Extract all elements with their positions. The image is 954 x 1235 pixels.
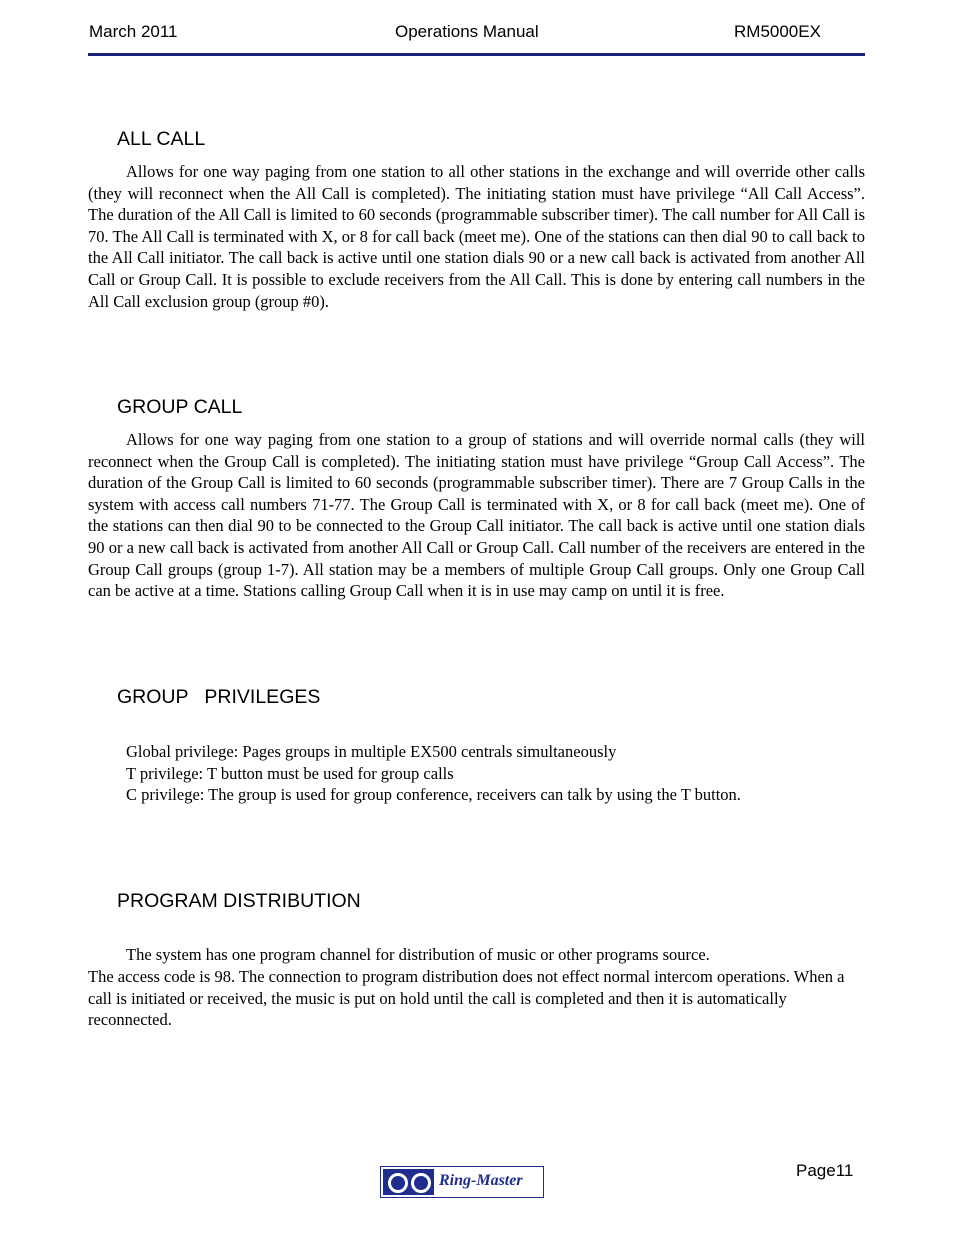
section-title-program-distribution: PROGRAM DISTRIBUTION <box>117 890 361 912</box>
privilege-item-c: C privilege: The group is used for group conference, receivers can talk by using the T button. <box>126 785 741 805</box>
privilege-item-t: T privilege: T button must be used for group calls <box>126 763 454 783</box>
header-title: Operations Manual <box>395 22 539 41</box>
header-date: March 2011 <box>89 22 178 41</box>
section-title-group-privileges: GROUP PRIVILEGES <box>117 686 321 708</box>
ring-master-logo <box>380 1166 544 1198</box>
page-number: Page11 <box>796 1161 854 1180</box>
logo-rings-icon <box>383 1169 434 1195</box>
privileges-list <box>126 741 741 806</box>
section-title-group-call: GROUP CALL <box>117 396 243 418</box>
group-call-paragraph: Allows for one way paging from one station to a group of stations and will override normal calls (they will reconnect when the Group Call is completed). The initiating station must have privilege “Group Call Access”. The duration of the Group Call is limited to 60 seconds (programmable subscriber timer). There are 7 Group Calls in the system with access call numbers 71-77. The Group Call is terminated with X, or 8 for call back (meet me). One of the stations can then dial 90 to be connected to the Group Call initiator. The call back is active until one station dials 90 or a new call back is activated from another All Call or Group Call. Call number of the receivers are entered in the Group Call groups (group 1-7). All station may be a members of multiple Group Call groups. Only one Group Call can be active at a time. Stations calling Group Call when it is in use may camp on until it is free. <box>88 430 865 601</box>
all-call-paragraph: Allows for one way paging from one station to all other stations in the exchange and will override other calls (they will reconnect when the All Call is completed). The initiating station must have privilege “All Call Access”. The duration of the All Call is limited to 60 seconds (programmable subscriber timer). The call number for All Call is 70. The All Call is terminated with X, or 8 for call back (meet me). One of the stations can then dial 90 to call back to the All Call initiator. The call back is active until one station dials 90 or a new call back is activated from another All Call or Group Call. It is possible to exclude receivers from the All Call. This is done by entering call numbers in the All Call exclusion group (group #0). <box>88 162 865 311</box>
section-title-all-call: ALL CALL <box>117 128 206 150</box>
logo-text: Ring-Master <box>439 1172 523 1189</box>
privilege-item-global: Global privilege: Pages groups in multiple EX500 centrals simultaneously <box>126 742 617 761</box>
program-distribution-first-line: The system has one program channel for distribution of music or other programs source. <box>126 945 710 964</box>
program-distribution-paragraph: The access code is 98. The connection to program distribution does not effect normal intercom operations. When a call is initiated or received, the music is put on hold until the call is completed and then it is automatically reconnected. <box>88 967 845 1030</box>
header-divider <box>88 53 865 56</box>
header-model: RM5000EX <box>734 22 821 41</box>
page-header <box>88 20 865 46</box>
